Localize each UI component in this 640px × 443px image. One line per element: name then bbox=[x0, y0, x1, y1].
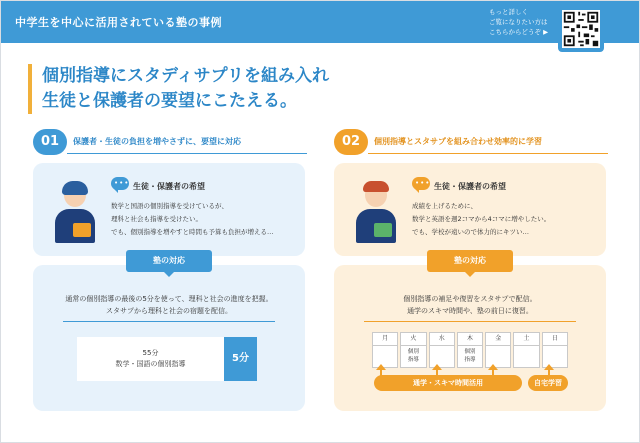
day-name: 木 bbox=[458, 333, 482, 346]
day-name: 火 bbox=[401, 333, 425, 346]
header-bar bbox=[1, 1, 639, 43]
speech-bubble-icon bbox=[111, 177, 129, 190]
answer-line: 個別指導の補足や復習をスタサプで配信。 bbox=[403, 295, 537, 303]
more-info-line: もっと詳しく bbox=[489, 8, 528, 16]
speech-bubble-icon bbox=[412, 177, 430, 190]
wish-line: でも、学校が遠いので体力的にキツい… bbox=[412, 228, 529, 236]
case-01-divider bbox=[67, 153, 307, 154]
wish-line: 数学と英語を週2コマから4コマに増やしたい。 bbox=[412, 215, 551, 223]
headline-line: 生徒と保護者の要望にこたえる。 bbox=[42, 91, 297, 111]
person-hair bbox=[62, 181, 88, 195]
case-01-wish-panel bbox=[33, 163, 305, 256]
lesson-time-extra: 5分 bbox=[224, 337, 257, 381]
case-01-number: 01 bbox=[33, 129, 67, 155]
day-cell-sun bbox=[542, 332, 568, 368]
day-cell-fri bbox=[485, 332, 511, 368]
book-icon bbox=[374, 223, 392, 237]
case-02-wish-panel bbox=[334, 163, 606, 256]
wish-line: でも、個別指導を増やすと時間も予算も負担が増える… bbox=[111, 228, 274, 236]
bubble-dots: ••• bbox=[114, 179, 130, 187]
case-02-reply-tag: 塾の対応 bbox=[427, 250, 513, 272]
answer-line: スタサプから理科と社会の宿題を配信。 bbox=[106, 307, 232, 315]
commute-study-pill: 通学・スキマ時間活用 bbox=[374, 375, 522, 391]
bubble-dots: ••• bbox=[415, 179, 431, 187]
day-lesson: 個別 指導 bbox=[464, 349, 476, 363]
day-cell-sat bbox=[513, 332, 539, 368]
day-name: 金 bbox=[486, 333, 510, 346]
person-hair bbox=[363, 181, 389, 192]
wish-line: 数学と国語の個別指導を受けているが、 bbox=[111, 202, 228, 210]
case-02-answer-panel bbox=[334, 265, 606, 411]
case-02-wish-text bbox=[412, 200, 550, 239]
case-02-number: 02 bbox=[334, 129, 368, 155]
qr-code-box[interactable] bbox=[558, 6, 604, 52]
lesson-time-bar bbox=[77, 337, 224, 381]
case-01-reply-tag: 塾の対応 bbox=[126, 250, 212, 272]
wish-line: 理科と社会も指導を受けたい。 bbox=[111, 215, 202, 223]
day-cell-thu bbox=[457, 332, 483, 368]
day-name: 水 bbox=[430, 333, 454, 346]
day-cell-wed bbox=[429, 332, 455, 368]
case-01-wish-text bbox=[111, 200, 274, 239]
case-02-divider bbox=[368, 153, 608, 154]
weekly-schedule bbox=[372, 332, 568, 368]
female-student-illustration bbox=[55, 183, 95, 247]
case-01-answer-panel bbox=[33, 265, 305, 411]
headline-line: 個別指導にスタディサプリを組み入れ bbox=[42, 66, 329, 86]
case-02-wish-title: 生徒・保護者の希望 bbox=[434, 182, 506, 191]
day-name: 土 bbox=[514, 333, 538, 346]
more-info-line: ご覧になりたい方は bbox=[489, 18, 548, 26]
case-01-answer-text bbox=[33, 293, 305, 317]
day-lesson: 個別 指導 bbox=[407, 349, 419, 363]
case-02-answer-text bbox=[334, 293, 606, 317]
lesson-time-main: 55分 bbox=[142, 349, 159, 357]
book-icon bbox=[73, 223, 91, 237]
case-01-wish-title: 生徒・保護者の希望 bbox=[133, 182, 205, 191]
answer-rule bbox=[63, 321, 275, 322]
home-study-pill: 自宅学習 bbox=[528, 375, 568, 391]
day-name: 月 bbox=[373, 333, 397, 346]
answer-line: 通学のスキマ時間や、塾の前日に復習。 bbox=[407, 307, 533, 315]
header-title: 中学生を中心に活用されている塾の事例 bbox=[15, 16, 222, 29]
wish-line: 成績を上げるために、 bbox=[412, 202, 477, 210]
page-headline bbox=[28, 64, 388, 114]
answer-line: 通常の個別指導の最後の5分を使って、理科と社会の進度を把握。 bbox=[65, 295, 273, 303]
answer-rule bbox=[364, 321, 576, 322]
day-cell-tue bbox=[400, 332, 426, 368]
day-cell-mon bbox=[372, 332, 398, 368]
case-02-title: 個別指導とスタサプを組み合わせ効率的に学習 bbox=[374, 137, 542, 146]
lesson-time-main-label: 数学・国語の個別指導 bbox=[115, 360, 186, 368]
male-student-illustration bbox=[356, 183, 396, 247]
day-name: 日 bbox=[543, 333, 567, 346]
case-01-title: 保護者・生徒の負担を増やさずに、要望に対応 bbox=[73, 137, 241, 146]
qr-code-icon bbox=[562, 10, 600, 48]
more-info-line: こちらからどうぞ ▶ bbox=[489, 28, 549, 36]
